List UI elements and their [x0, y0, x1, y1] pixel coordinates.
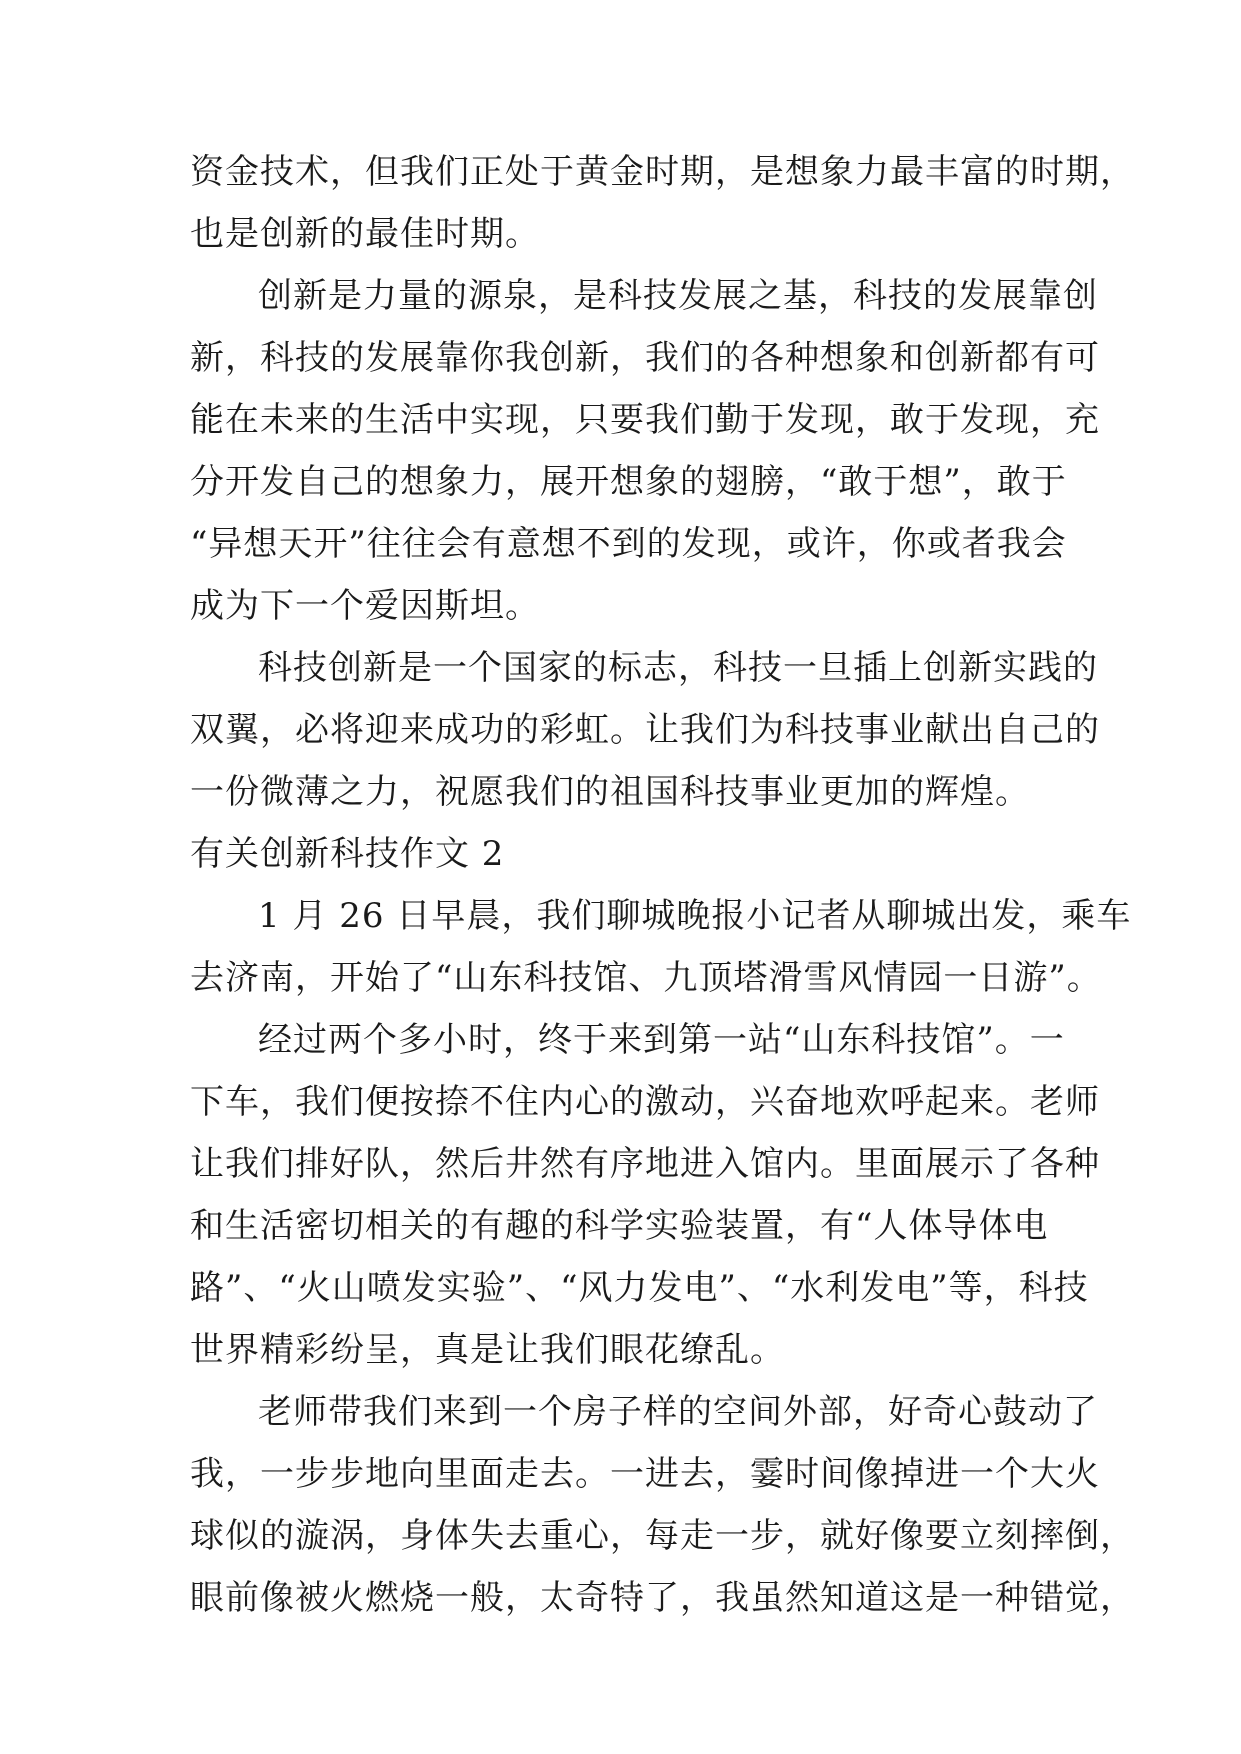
- paragraph-line: 新，科技的发展靠你我创新，我们的各种想象和创新都有可: [190, 338, 1100, 378]
- paragraph-line: 经过两个多小时，终于来到第一站“山东科技馆”。一: [258, 1020, 1065, 1060]
- paragraph-line: 去济南，开始了“山东科技馆、九顶塔滑雪风情园一日游”。: [190, 958, 1102, 998]
- paragraph-line: 成为下一个爱因斯坦。: [190, 586, 540, 626]
- paragraph-line: 老师带我们来到一个房子样的空间外部，好奇心鼓动了: [258, 1392, 1098, 1432]
- paragraph-line: 世界精彩纷呈，真是让我们眼花缭乱。: [190, 1330, 785, 1370]
- paragraph-line: 能在未来的生活中实现，只要我们勤于发现，敢于发现，充: [190, 400, 1100, 440]
- paragraph-line: 让我们排好队，然后井然有序地进入馆内。里面展示了各种: [190, 1144, 1100, 1184]
- paragraph-line: 分开发自己的想象力，展开想象的翅膀，“敢于想”，敢于: [190, 462, 1067, 502]
- paragraph-line: 眼前像被火燃烧一般，太奇特了，我虽然知道这是一种错觉，: [190, 1578, 1135, 1618]
- paragraph-line: 和生活密切相关的有趣的科学实验装置，有“人体导体电: [190, 1206, 1049, 1246]
- paragraph-line: 资金技术，但我们正处于黄金时期，是想象力最丰富的时期，: [190, 152, 1135, 192]
- paragraph-line: “异想天开”往往会有意想不到的发现，或许，你或者我会: [190, 524, 1067, 564]
- section-heading: 有关创新科技作文 2: [190, 834, 505, 874]
- paragraph-line: 一份微薄之力，祝愿我们的祖国科技事业更加的辉煌。: [190, 772, 1030, 812]
- paragraph-line: 也是创新的最佳时期。: [190, 214, 540, 254]
- paragraph-line: 双翼，必将迎来成功的彩虹。让我们为科技事业献出自己的: [190, 710, 1100, 750]
- paragraph-line: 我，一步步地向里面走去。一进去，霎时间像掉进一个大火: [190, 1454, 1100, 1494]
- paragraph-line: 路”、“火山喷发实验”、“风力发电”、“水利发电”等，科技: [190, 1268, 1089, 1308]
- paragraph-line: 科技创新是一个国家的标志，科技一旦插上创新实践的: [258, 648, 1098, 688]
- paragraph-line: 创新是力量的源泉，是科技发展之基，科技的发展靠创: [258, 276, 1098, 316]
- paragraph-line: 球似的漩涡，身体失去重心，每走一步，就好像要立刻摔倒，: [190, 1516, 1135, 1556]
- paragraph-line: 1 月 26 日早晨，我们聊城晚报小记者从聊城出发，乘车: [258, 896, 1132, 936]
- paragraph-line: 下车，我们便按捺不住内心的激动，兴奋地欢呼起来。老师: [190, 1082, 1100, 1122]
